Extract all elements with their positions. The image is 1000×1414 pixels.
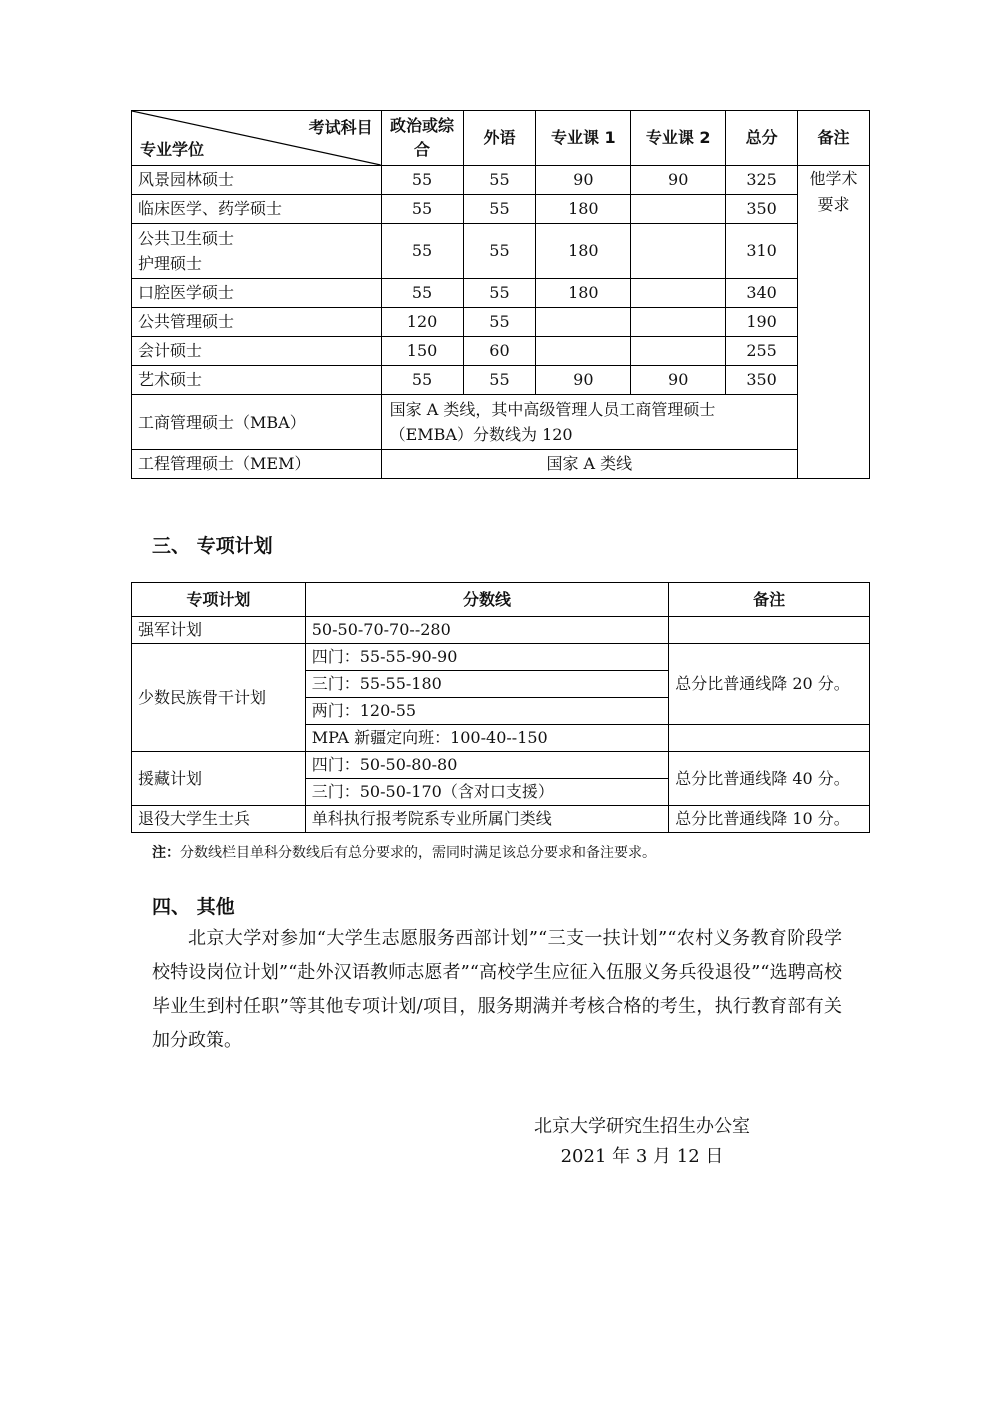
col-course1: 专业课 1 xyxy=(536,111,631,166)
signature-date: 2021 年 3 月 12 日 xyxy=(560,1146,724,1167)
cell-politics: 55 xyxy=(381,366,463,395)
col-note: 备注 xyxy=(669,583,870,617)
table-row xyxy=(132,366,870,395)
col-course2: 专业课 2 xyxy=(631,111,726,166)
col-politics: 政治或综合 xyxy=(381,111,463,166)
special-plan-table xyxy=(131,582,870,833)
plan-note-empty xyxy=(669,725,870,752)
table-row xyxy=(132,395,870,450)
cell-foreign: 60 xyxy=(463,337,536,366)
col-foreign: 外语 xyxy=(463,111,536,166)
col-plan: 专项计划 xyxy=(132,583,306,617)
cell-course1: 180 xyxy=(536,195,631,224)
row-name: 公共卫生硕士 护理硕士 xyxy=(132,224,382,279)
plan-note: 总分比普通线降 10 分。 xyxy=(669,806,870,833)
footnote-text: 分数线栏目单科分数线后有总分要求的，需同时满足该总分要求和备注要求。 xyxy=(180,845,656,861)
cell-total: 190 xyxy=(726,308,798,337)
row-name: 临床医学、药学硕士 xyxy=(132,195,382,224)
cell-foreign: 55 xyxy=(463,224,536,279)
row-name: 风景园林硕士 xyxy=(132,166,382,195)
cell-total: 340 xyxy=(726,279,798,308)
cell-foreign: 55 xyxy=(463,366,536,395)
plan-note xyxy=(669,617,870,644)
cell-remark: 他学术要求 xyxy=(798,166,870,479)
plan-line: 四门：50-50-80-80 xyxy=(305,752,668,779)
cell-course1: 90 xyxy=(536,166,631,195)
cell-course2 xyxy=(631,195,726,224)
table-row xyxy=(132,224,870,279)
cell-course1: 180 xyxy=(536,279,631,308)
cell-politics: 55 xyxy=(381,195,463,224)
cell-course2 xyxy=(631,224,726,279)
cell-total: 310 xyxy=(726,224,798,279)
cell-course1 xyxy=(536,308,631,337)
plan-note: 总分比普通线降 40 分。 xyxy=(669,752,870,806)
table-row xyxy=(132,308,870,337)
table-row xyxy=(132,337,870,366)
col-remark: 备注 xyxy=(798,111,870,166)
cell-course2: 90 xyxy=(631,366,726,395)
signature-office: 北京大学研究生招生办公室 xyxy=(534,1116,750,1137)
cell-course2 xyxy=(631,279,726,308)
row-name: 口腔医学硕士 xyxy=(132,279,382,308)
table-row xyxy=(132,752,870,779)
col-total: 总分 xyxy=(726,111,798,166)
row-name: 公共管理硕士 xyxy=(132,308,382,337)
plan-name: 强军计划 xyxy=(132,617,306,644)
cell-course1: 90 xyxy=(536,366,631,395)
table-row xyxy=(132,806,870,833)
cell-course2: 90 xyxy=(631,166,726,195)
cell-politics: 150 xyxy=(381,337,463,366)
cell-politics: 55 xyxy=(381,224,463,279)
header-exam-subjects: 考试科目 xyxy=(308,118,373,137)
plan-name: 少数民族骨干计划 xyxy=(132,644,306,752)
cell-foreign: 55 xyxy=(463,166,536,195)
plan-line: 四门：55-55-90-90 xyxy=(305,644,668,671)
row-name: 工程管理硕士（MEM） xyxy=(132,450,382,479)
footnote-label: 注： xyxy=(152,845,180,861)
plan-line: 两门：120-55 xyxy=(305,698,668,725)
row-name: 工商管理硕士（MBA） xyxy=(132,395,382,450)
table-row xyxy=(132,644,870,671)
plan-line: MPA 新疆定向班：100-40--150 xyxy=(305,725,668,752)
cell-course2 xyxy=(631,308,726,337)
table-row xyxy=(132,450,870,479)
body-paragraph: 北京大学对参加“大学生志愿服务西部计划”“三支一扶计划”“农村义务教育阶段学校特设岗位计划”“赴外汉语教师志愿者”“高校学生应征入伍服义务兵役退役”“选聘高校毕业生到村任职”等其他专项计划/项目，服务期满并考核合格的考生，执行教育部有关加分政策。 xyxy=(152,928,842,1051)
cell-foreign: 55 xyxy=(463,308,536,337)
cell-foreign: 55 xyxy=(463,195,536,224)
table-row xyxy=(132,166,870,195)
diagonal-header-cell xyxy=(132,111,382,166)
cell-foreign: 55 xyxy=(463,279,536,308)
table-row xyxy=(132,195,870,224)
section-heading-3: 三、 专项计划 xyxy=(152,535,273,557)
cell-politics: 120 xyxy=(381,308,463,337)
plan-line: 50-50-70-70--280 xyxy=(305,617,668,644)
cell-politics: 55 xyxy=(381,166,463,195)
table-row xyxy=(132,617,870,644)
plan-name: 援藏计划 xyxy=(132,752,306,806)
signature-block xyxy=(520,1112,764,1172)
cell-politics: 55 xyxy=(381,279,463,308)
cell-total: 350 xyxy=(726,366,798,395)
footnote xyxy=(152,842,656,862)
plan-line: 三门：55-55-180 xyxy=(305,671,668,698)
plan-note: 总分比普通线降 20 分。 xyxy=(669,644,870,725)
cell-course1: 180 xyxy=(536,224,631,279)
col-score-line: 分数线 xyxy=(305,583,668,617)
plan-line: 单科执行报考院系专业所属门类线 xyxy=(305,806,668,833)
plan-name: 退役大学生士兵 xyxy=(132,806,306,833)
cell-course2 xyxy=(631,337,726,366)
plan-line: 三门：50-50-170（含对口支援） xyxy=(305,779,668,806)
table-row xyxy=(132,279,870,308)
row-name: 艺术硕士 xyxy=(132,366,382,395)
cell-mem-line: 国家 A 类线 xyxy=(381,450,797,479)
header-degree: 专业学位 xyxy=(140,140,205,159)
cell-total: 350 xyxy=(726,195,798,224)
cell-course1 xyxy=(536,337,631,366)
cell-total: 325 xyxy=(726,166,798,195)
section-heading-4: 四、 其他 xyxy=(152,896,235,918)
score-table xyxy=(131,110,870,479)
cell-mba-line: 国家 A 类线，其中高级管理人员工商管理硕士（EMBA）分数线为 120 xyxy=(381,395,797,450)
cell-total: 255 xyxy=(726,337,798,366)
row-name: 会计硕士 xyxy=(132,337,382,366)
